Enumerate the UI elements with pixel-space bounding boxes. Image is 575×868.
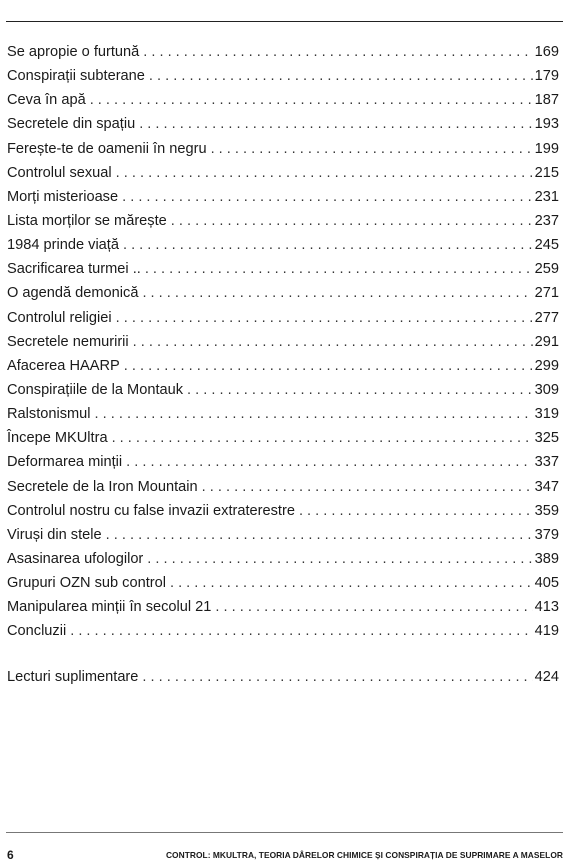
dot-leader: [116, 306, 533, 330]
toc-entry-title: Se apropie o furtună: [7, 44, 140, 60]
dot-leader: [95, 402, 533, 426]
toc-entry-title: Secretele de la Iron Mountain: [7, 478, 198, 495]
dot-leader: [171, 209, 533, 233]
toc-entry: [7, 499, 559, 523]
toc-entry: [7, 595, 559, 619]
footer-running-title: CONTROL: MKULTRA, TEORIA DÂRELOR CHIMICE ȘI CONSPIRAȚIA DE SUPRIMARE A MASELOR: [165, 850, 563, 860]
toc-entry: [7, 233, 559, 257]
toc-entry: [7, 450, 559, 474]
footer-page-number: 6: [7, 848, 14, 862]
dot-leader: [145, 257, 533, 281]
footer-rule: [6, 832, 563, 833]
dot-leader: [124, 354, 533, 378]
toc-entry-page: 237: [534, 212, 559, 229]
toc-entry-title: Lecturi suplimentare: [7, 668, 139, 685]
toc-entry-page: 277: [534, 309, 559, 326]
toc-entry: [7, 40, 559, 64]
toc-entry: [7, 88, 559, 112]
toc-entry: [7, 209, 559, 233]
toc-entry-title: O agendă demonică: [7, 285, 139, 302]
toc-entry: [7, 281, 559, 305]
dot-leader: [149, 64, 533, 88]
dot-leader: [170, 571, 533, 595]
toc-entry-page: 187: [534, 92, 559, 109]
toc-entry-title: Concluzii: [7, 623, 67, 640]
dot-leader: [215, 595, 532, 619]
toc-entry-title: Controlul sexual: [7, 164, 112, 181]
toc-entry-page: 215: [534, 164, 559, 181]
toc-entry-title: Viruși din stele: [7, 526, 102, 543]
toc-entry: [7, 354, 559, 378]
toc-entry: [7, 402, 559, 426]
dot-leader: [70, 619, 532, 643]
toc-entry-title: Asasinarea ufologilor: [7, 550, 144, 567]
toc-entry: [7, 137, 559, 161]
toc-entry-page: 347: [534, 478, 559, 495]
toc-entry-title: Manipularea minții în secolul 21: [7, 599, 212, 616]
toc-entry: [7, 257, 559, 281]
dot-leader: [123, 233, 533, 257]
toc-entry-page: 309: [534, 381, 559, 398]
dot-leader: [299, 499, 533, 523]
toc-entry-page: 179: [534, 68, 559, 85]
toc-entry: [7, 571, 559, 595]
toc-entry-page: 325: [534, 430, 559, 447]
toc-entry-page: 379: [534, 526, 559, 543]
toc-entry: [7, 306, 559, 330]
toc-entry-title: Conspirațiile de la Montauk: [7, 381, 184, 398]
dot-leader: [139, 112, 532, 136]
toc-entry-page: 319: [534, 406, 559, 423]
dot-leader: [90, 88, 533, 112]
dot-leader: [106, 523, 533, 547]
dot-leader: [116, 161, 533, 185]
toc-entry-title: 1984 prinde viață: [7, 237, 119, 254]
toc-entry-title: Ferește-te de oamenii în negru: [7, 140, 207, 157]
toc-entry: [7, 64, 559, 88]
toc-entry-page: 199: [534, 140, 559, 157]
dot-leader: [126, 450, 532, 474]
toc-entry-title: Ceva în apă: [7, 92, 86, 109]
toc-entry-title: Conspirații subterane: [7, 68, 145, 85]
toc-entry-page: 337: [534, 454, 559, 471]
toc-entry-title: Secretele din spațiu: [7, 116, 136, 133]
dot-leader: [187, 378, 533, 402]
toc-entry: [7, 161, 559, 185]
toc-entry: [7, 112, 559, 136]
toc-entry-page: 359: [534, 502, 559, 519]
dot-leader: [112, 426, 533, 450]
toc-entry: [7, 523, 559, 547]
toc-entry-page: 169: [534, 44, 559, 60]
toc-entry-page: 193: [534, 116, 559, 133]
toc-entry-title: Deformarea minții: [7, 454, 123, 471]
toc-entry-page: 299: [534, 357, 559, 374]
toc-entry-page: 245: [534, 237, 559, 254]
dot-leader: [211, 137, 533, 161]
dot-leader: [122, 185, 533, 209]
dot-leader: [147, 547, 532, 571]
toc-entry-title: Secretele nemuririi: [7, 333, 129, 350]
toc-entry: [7, 547, 559, 571]
toc-entry: [7, 185, 559, 209]
toc-entry-page: 291: [534, 333, 559, 350]
dot-leader: [133, 330, 533, 354]
dot-leader: [202, 475, 533, 499]
toc-entry-page: 231: [534, 188, 559, 205]
toc-entry: [7, 475, 559, 499]
header-rule: [6, 21, 563, 22]
toc-entry: [7, 426, 559, 450]
toc-entry: [7, 378, 559, 402]
toc-entry-title: Grupuri OZN sub control: [7, 575, 166, 592]
toc-entry-page: 424: [534, 668, 559, 685]
dot-leader: [142, 665, 532, 689]
toc-entry-page: 271: [534, 285, 559, 302]
toc-entry-title: Morți misterioase: [7, 188, 119, 205]
toc-entry-page: 419: [534, 623, 559, 640]
toc-entry-title: Controlul religiei: [7, 309, 112, 326]
toc-entry-title: Ralstonismul: [7, 406, 91, 423]
toc-entry-page: 259: [534, 261, 559, 278]
table-of-contents: [7, 40, 559, 689]
dot-leader: [143, 40, 532, 64]
toc-entry-title: Afacerea HAARP: [7, 357, 120, 374]
toc-entry-title: Controlul nostru cu false invazii extraterestre: [7, 502, 295, 519]
toc-entry: [7, 330, 559, 354]
dot-leader: [142, 281, 532, 305]
toc-entry: [7, 619, 559, 643]
toc-entry-page: 405: [534, 575, 559, 592]
toc-entry: [7, 665, 559, 689]
toc-entry-title: Lista morților se mărește: [7, 212, 167, 229]
toc-entry-page: 389: [534, 550, 559, 567]
toc-entry-title: Sacrificarea turmei ..: [7, 261, 141, 278]
toc-entry-title: Începe MKUltra: [7, 430, 108, 447]
toc-entry-page: 413: [534, 599, 559, 616]
